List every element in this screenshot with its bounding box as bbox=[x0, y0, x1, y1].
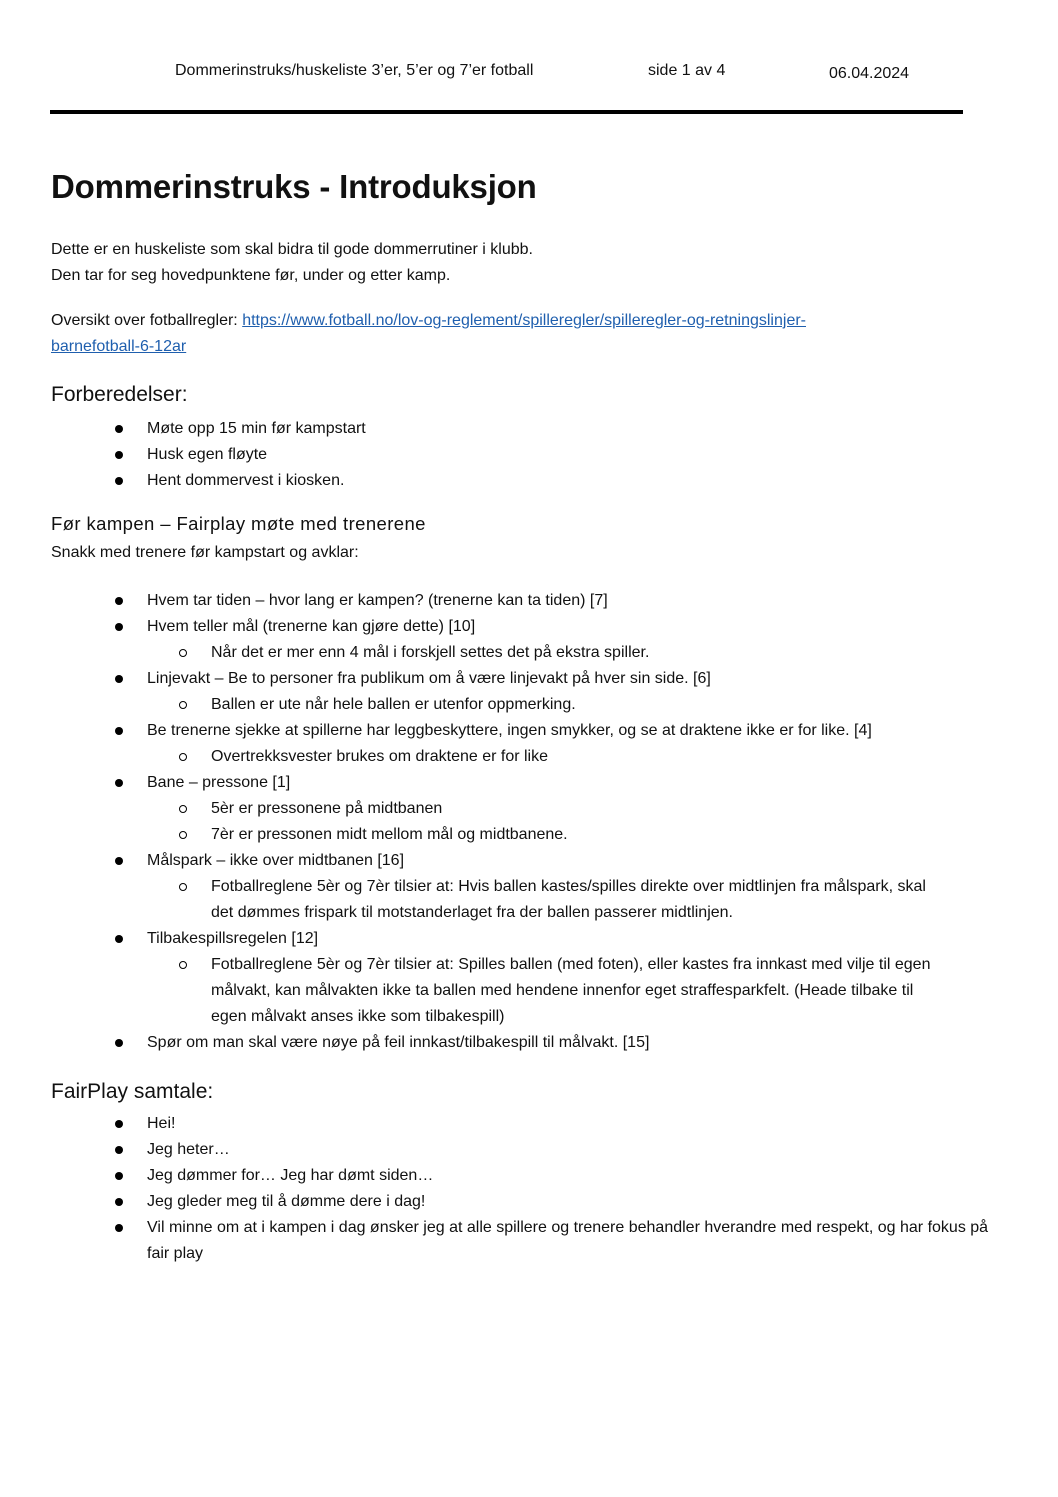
fairplay-item bbox=[0, 1137, 1000, 1163]
circle-bullet-icon bbox=[179, 753, 187, 761]
bullet-icon bbox=[115, 935, 123, 943]
bullet-icon bbox=[115, 623, 123, 631]
fairplay-item bbox=[0, 1111, 1000, 1137]
prep-item-text: Møte opp 15 min før kampstart bbox=[147, 420, 366, 437]
intro-line-2: Den tar for seg hovedpunktene før, under og etter kamp. bbox=[51, 267, 451, 284]
header-page-number: side 1 av 4 bbox=[648, 62, 726, 79]
before-match-item-text: Hvem teller mål (trenerne kan gjøre dette) [10] bbox=[147, 618, 476, 635]
prep-item-text: Hent dommervest i kiosken. bbox=[147, 472, 345, 489]
before-match-item bbox=[0, 666, 1000, 692]
circle-bullet-icon bbox=[179, 805, 187, 813]
fairplay-heading: FairPlay samtale: bbox=[51, 1080, 214, 1103]
bullet-icon bbox=[115, 1172, 123, 1180]
before-match-item bbox=[0, 822, 1000, 848]
before-match-item-text: 5èr er pressonene på midtbanen bbox=[211, 800, 443, 817]
bullet-icon bbox=[115, 425, 123, 433]
fairplay-item-text: Jeg heter… bbox=[147, 1141, 230, 1158]
before-match-item-text: Når det er mer enn 4 mål i forskjell settes det på ekstra spiller. bbox=[211, 644, 650, 661]
bullet-icon bbox=[115, 727, 123, 735]
rules-link-line-1[interactable]: https://www.fotball.no/lov-og-reglement/spilleregler/spilleregler-og-retningslinjer- bbox=[242, 312, 806, 329]
intro-line-1: Dette er en huskeliste som skal bidra til gode dommerrutiner i klubb. bbox=[51, 241, 533, 258]
fairplay-item-text: Hei! bbox=[147, 1115, 176, 1132]
before-match-item bbox=[0, 848, 1000, 874]
before-match-item-text: Ballen er ute når hele ballen er utenfor oppmerking. bbox=[211, 696, 576, 713]
before-match-item bbox=[0, 770, 1000, 796]
before-match-item bbox=[0, 692, 1000, 718]
bullet-icon bbox=[115, 1224, 123, 1232]
circle-bullet-icon bbox=[179, 649, 187, 657]
before-match-item-text: Fotballreglene 5èr og 7èr tilsier at: Spilles ballen (med foten), eller kastes fra innkast med vilje til egen målvakt, kan målvakten ikke ta ballen med hendene innenfor eget straffesparkfelt. (Heade tilbake til egen målvakt anses ikke som tilbakespill) bbox=[211, 956, 931, 1025]
bullet-icon bbox=[115, 451, 123, 459]
header-title: Dommerinstruks/huskeliste 3’er, 5’er og 7’er fotball bbox=[175, 62, 534, 79]
before-match-item bbox=[0, 614, 1000, 640]
fairplay-item-text: Vil minne om at i kampen i dag ønsker jeg at alle spillere og trenere behandler hverandre med respekt, og har fokus på fair play bbox=[147, 1219, 989, 1262]
before-match-item-text: Overtrekksvester brukes om draktene er for like bbox=[211, 748, 549, 765]
rules-overview-label: Oversikt over fotballregler: bbox=[51, 312, 243, 329]
before-match-heading: Før kampen – Fairplay møte med trenerene bbox=[51, 513, 426, 534]
bullet-icon bbox=[115, 477, 123, 485]
circle-bullet-icon bbox=[179, 701, 187, 709]
bullet-icon bbox=[115, 779, 123, 787]
fairplay-item-text: Jeg gleder meg til å dømme dere i dag! bbox=[147, 1193, 426, 1210]
fairplay-item bbox=[0, 1215, 1000, 1267]
fairplay-item bbox=[0, 1189, 1000, 1215]
before-match-subheading: Snakk med trenere før kampstart og avklar: bbox=[51, 544, 359, 561]
prep-item bbox=[0, 416, 1000, 442]
before-match-item bbox=[0, 926, 1000, 952]
bullet-icon bbox=[115, 597, 123, 605]
header-rule bbox=[50, 110, 963, 114]
intro-paragraph bbox=[51, 237, 533, 289]
prep-list bbox=[0, 416, 1000, 494]
prep-item-text: Husk egen fløyte bbox=[147, 446, 268, 463]
bullet-icon bbox=[115, 675, 123, 683]
prep-heading: Forberedelser: bbox=[51, 383, 188, 406]
fairplay-item-text: Jeg dømmer for… Jeg har dømt siden… bbox=[147, 1167, 434, 1184]
before-match-item bbox=[0, 796, 1000, 822]
before-match-item-text: Målspark – ikke over midtbanen [16] bbox=[147, 852, 405, 869]
before-match-item-text: Linjevakt – Be to personer fra publikum om å være linjevakt på hver sin side. [6] bbox=[147, 670, 711, 687]
before-match-item-text: Spør om man skal være nøye på feil innkast/tilbakespill til målvakt. [15] bbox=[147, 1034, 650, 1051]
bullet-icon bbox=[115, 857, 123, 865]
before-match-item bbox=[0, 874, 1000, 926]
before-match-item-text: Fotballreglene 5èr og 7èr tilsier at: Hvis ballen kastes/spilles direkte over midtlinjen fra målspark, skal det dømmes frispark til motstanderlaget fra der ballen passerer midtlinjen. bbox=[211, 878, 926, 921]
circle-bullet-icon bbox=[179, 961, 187, 969]
rules-link-line-2[interactable]: barnefotball-6-12ar bbox=[51, 338, 187, 355]
before-match-item-text: Be trenerne sjekke at spillerne har leggbeskyttere, ingen smykker, og se at draktene ikke er for like. [4] bbox=[147, 722, 872, 739]
header-date: 06.04.2024 bbox=[829, 65, 910, 82]
circle-bullet-icon bbox=[179, 883, 187, 891]
fairplay-item bbox=[0, 1163, 1000, 1189]
rules-overview-paragraph bbox=[51, 308, 806, 360]
before-match-list bbox=[0, 588, 1000, 1056]
before-match-item bbox=[0, 952, 1000, 1030]
before-match-item bbox=[0, 588, 1000, 614]
prep-item bbox=[0, 442, 1000, 468]
circle-bullet-icon bbox=[179, 831, 187, 839]
before-match-item bbox=[0, 744, 1000, 770]
prep-item bbox=[0, 468, 1000, 494]
before-match-item-text: Tilbakespillsregelen [12] bbox=[147, 930, 319, 947]
before-match-item-text: Hvem tar tiden – hvor lang er kampen? (trenerne kan ta tiden) [7] bbox=[147, 592, 608, 609]
before-match-item bbox=[0, 718, 1000, 744]
document-title: Dommerinstruks - Introduksjon bbox=[51, 168, 537, 205]
bullet-icon bbox=[115, 1039, 123, 1047]
before-match-item bbox=[0, 1030, 1000, 1056]
bullet-icon bbox=[115, 1198, 123, 1206]
before-match-item-text: 7èr er pressonen midt mellom mål og midtbanene. bbox=[211, 826, 568, 843]
before-match-item bbox=[0, 640, 1000, 666]
bullet-icon bbox=[115, 1120, 123, 1128]
fairplay-list bbox=[0, 1111, 1000, 1267]
before-match-item-text: Bane – pressone [1] bbox=[147, 774, 291, 791]
bullet-icon bbox=[115, 1146, 123, 1154]
